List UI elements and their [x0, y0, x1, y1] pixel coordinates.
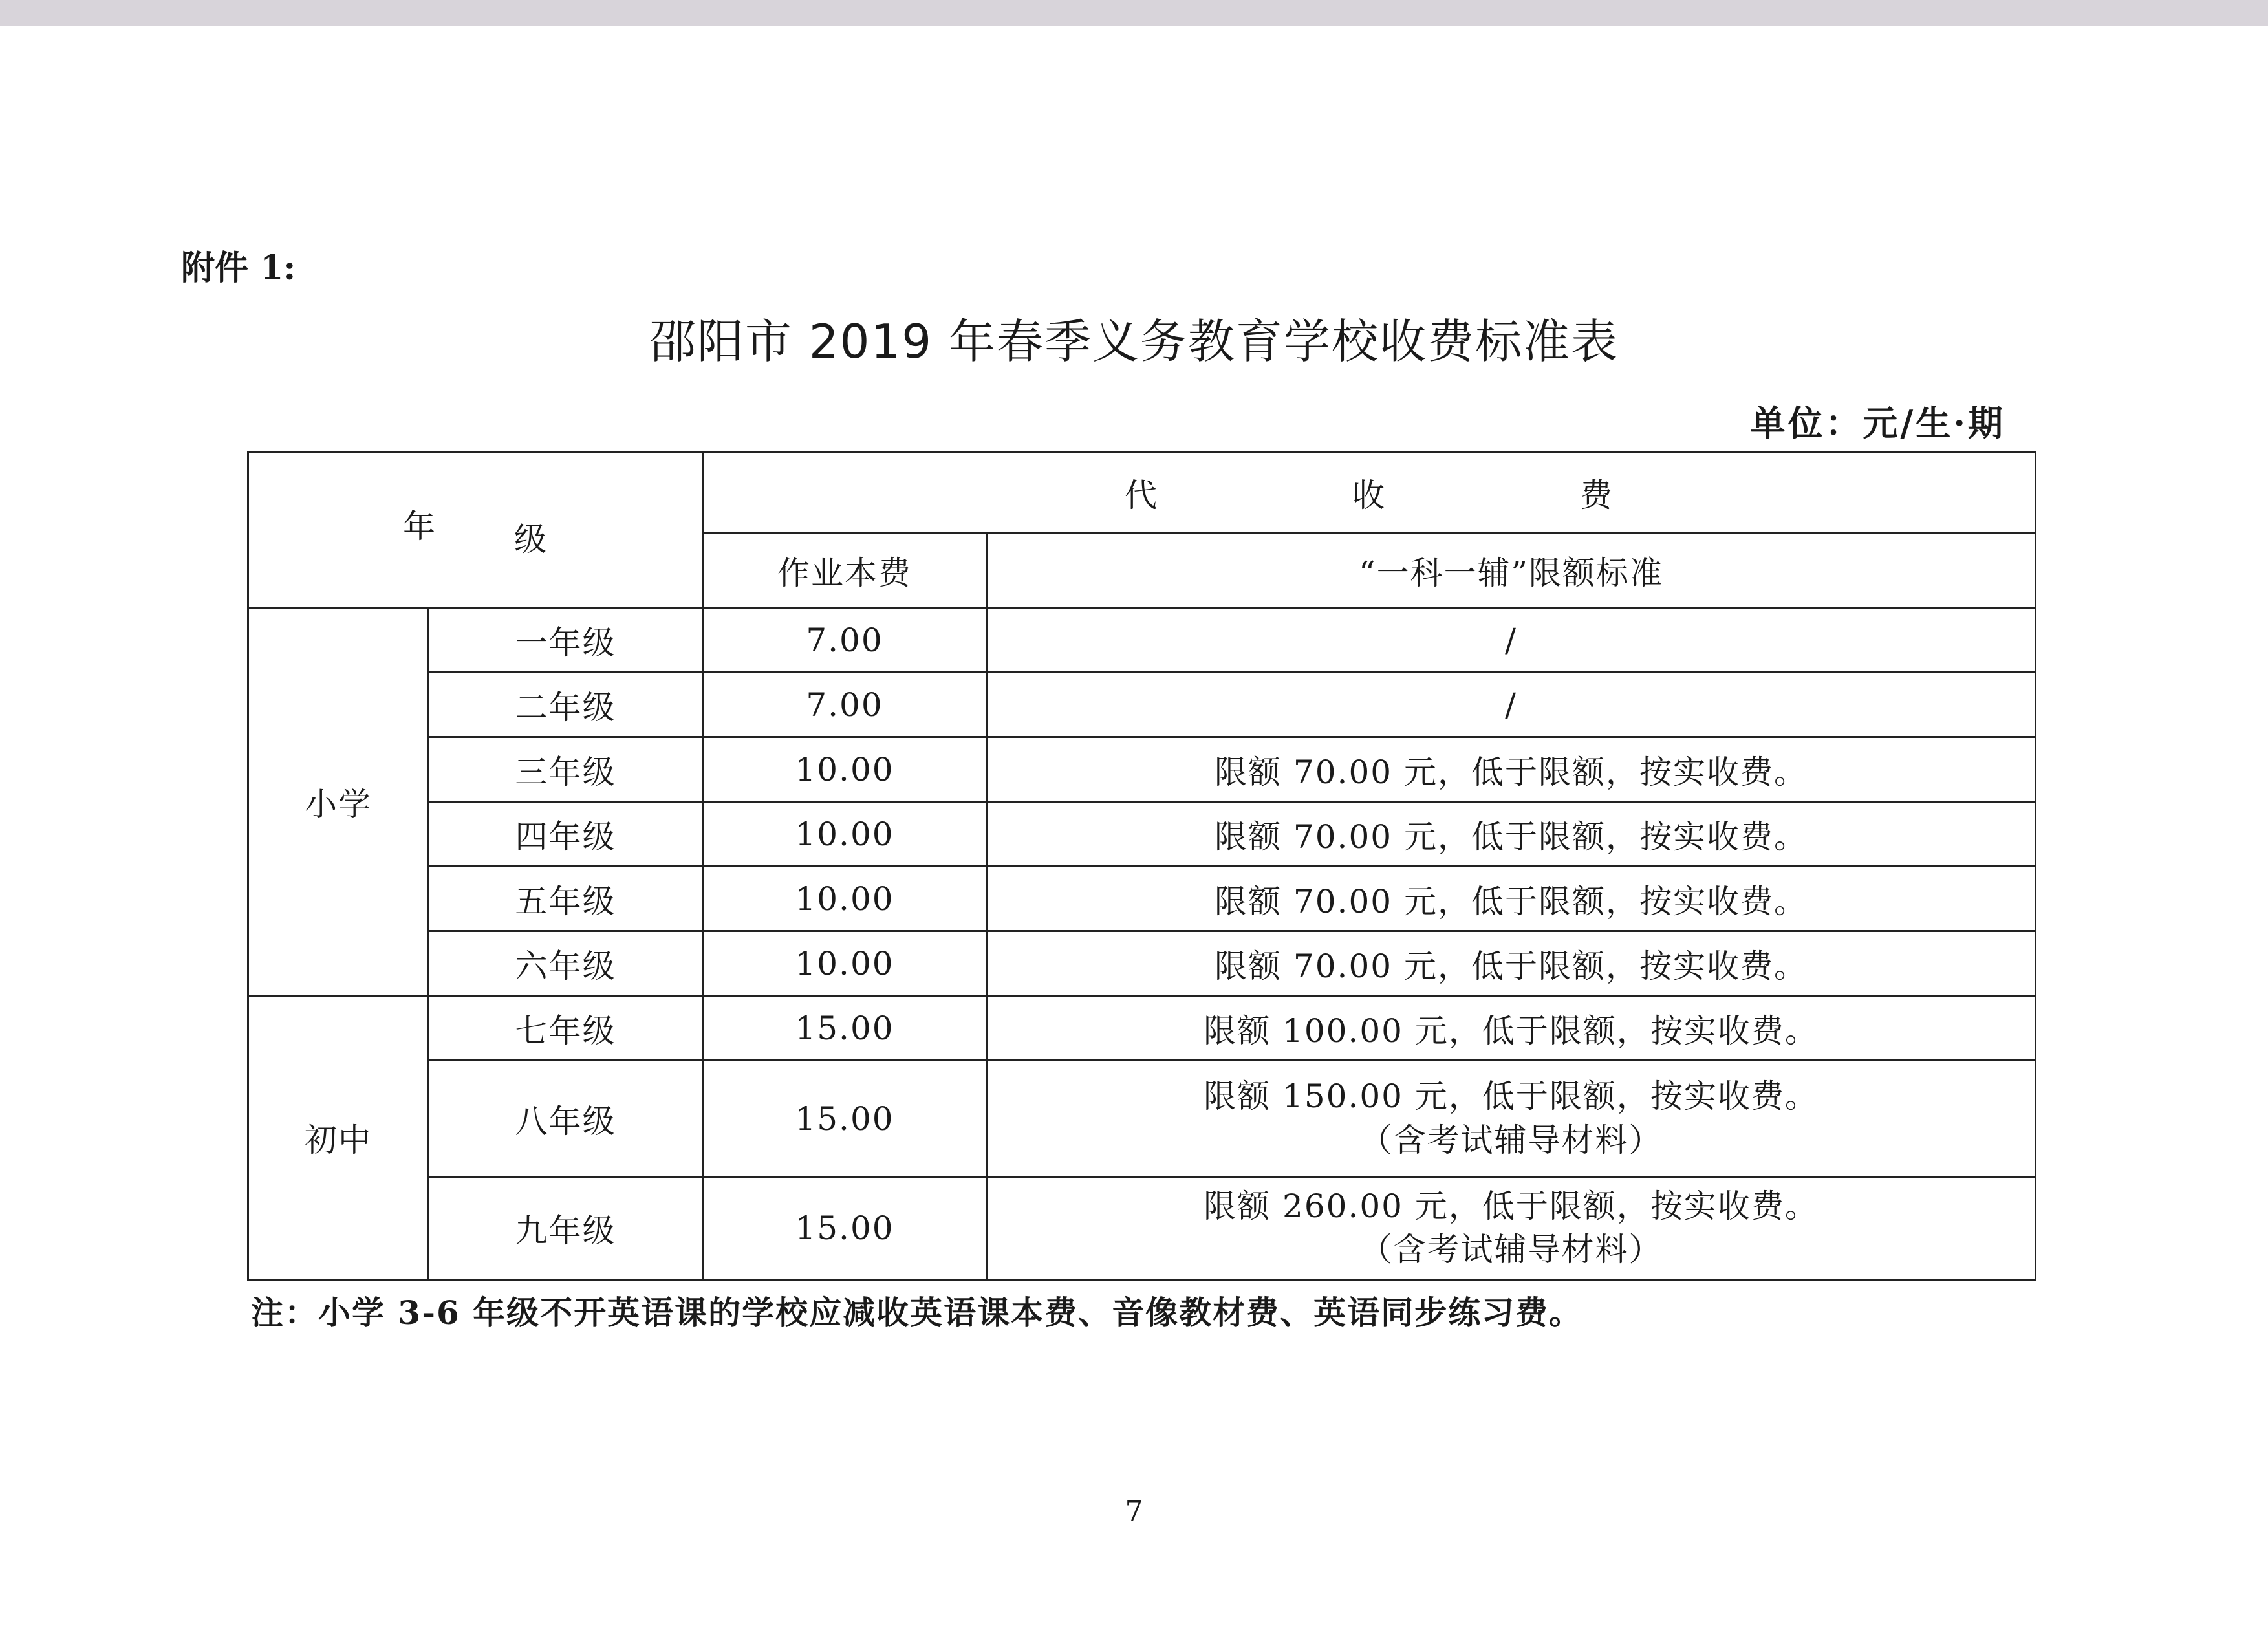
homework-fee-header: 作业本费 — [703, 534, 987, 608]
limit-cell: 限额 70.00 元，低于限额，按实收费。 — [987, 737, 2036, 802]
homework-fee-cell: 7.00 — [703, 608, 987, 673]
limit-cell: 限额 70.00 元，低于限额，按实收费。 — [987, 802, 2036, 867]
grade-cell: 四年级 — [429, 802, 703, 867]
table-row — [248, 608, 2036, 673]
table-row — [248, 737, 2036, 802]
header-row-1 — [248, 453, 2036, 534]
page-title: 邵阳市 2019 年春季义务教育学校收费标准表 — [649, 314, 1619, 369]
limit-cell: 限额 70.00 元，低于限额，按实收费。 — [987, 931, 2036, 996]
agency-header-char-1: 代 — [1125, 477, 1158, 514]
grade-header-char-2: 级 — [514, 520, 548, 558]
limit-text: 限额 150.00 元，低于限额，按实收费。 — [1204, 1077, 1819, 1115]
table-row — [248, 673, 2036, 737]
table-row — [248, 1177, 2036, 1280]
page-number: 7 — [1125, 1495, 1143, 1528]
limit-cell: 限额 100.00 元，低于限额，按实收费。 — [987, 996, 2036, 1061]
table-row — [248, 1061, 2036, 1177]
group-cell-primary: 小学 — [248, 608, 429, 996]
grade-header-char-1: 年 — [403, 507, 437, 545]
grade-cell: 八年级 — [429, 1061, 703, 1177]
agency-header-char-2: 收 — [1352, 477, 1386, 514]
limit-cell — [987, 1177, 2036, 1280]
grade-cell: 二年级 — [429, 673, 703, 737]
grade-cell: 九年级 — [429, 1177, 703, 1280]
limit-note: （含考试辅导材料） — [1359, 1121, 1663, 1159]
agency-header-char-3: 费 — [1580, 477, 1614, 514]
table-row — [248, 931, 2036, 996]
homework-fee-cell: 15.00 — [703, 1061, 987, 1177]
homework-fee-cell: 10.00 — [703, 867, 987, 931]
homework-fee-cell: 10.00 — [703, 737, 987, 802]
grade-cell: 七年级 — [429, 996, 703, 1061]
footnote: 注：小学 3-6 年级不开英语课的学校应减收英语课本费、音像教材费、英语同步练习费。 — [251, 1294, 1583, 1332]
scan-page-edge — [0, 0, 2268, 26]
unit-label: 单位：元/生·期 — [1750, 402, 2005, 444]
grade-cell: 五年级 — [429, 867, 703, 931]
table-row — [248, 996, 2036, 1061]
limit-cell — [987, 1061, 2036, 1177]
homework-fee-cell: 15.00 — [703, 1177, 987, 1280]
limit-cell: / — [987, 673, 2036, 737]
attachment-label: 附件 1: — [181, 248, 296, 288]
grade-cell: 一年级 — [429, 608, 703, 673]
table-row — [248, 867, 2036, 931]
agency-fee-header — [703, 453, 2036, 534]
limit-note: （含考试辅导材料） — [1359, 1231, 1663, 1268]
grade-cell: 六年级 — [429, 931, 703, 996]
fee-standard-table — [247, 451, 2036, 1281]
group-cell-junior: 初中 — [248, 996, 429, 1280]
homework-fee-cell: 15.00 — [703, 996, 987, 1061]
grade-cell: 三年级 — [429, 737, 703, 802]
limit-standard-header: “一科一辅”限额标准 — [987, 534, 2036, 608]
table-row — [248, 802, 2036, 867]
limit-text: 限额 260.00 元，低于限额，按实收费。 — [1204, 1187, 1819, 1225]
grade-header — [248, 453, 703, 608]
limit-cell: 限额 70.00 元，低于限额，按实收费。 — [987, 867, 2036, 931]
homework-fee-cell: 7.00 — [703, 673, 987, 737]
homework-fee-cell: 10.00 — [703, 802, 987, 867]
limit-cell: / — [987, 608, 2036, 673]
homework-fee-cell: 10.00 — [703, 931, 987, 996]
